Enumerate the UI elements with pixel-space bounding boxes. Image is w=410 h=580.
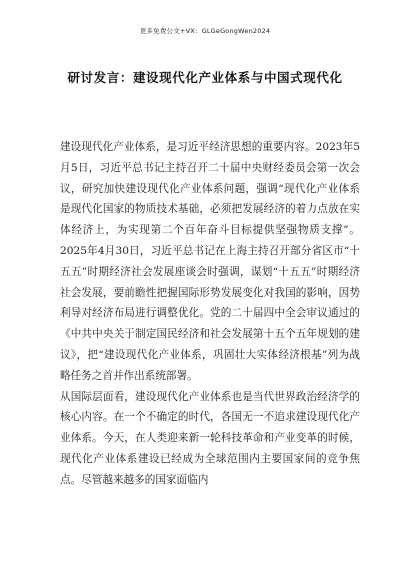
body-paragraph: 建设现代化产业体系，是习近平经济思想的重要内容。2023年5月5日，习近平总书记主持召开二十届中央财经委员会第一次会议，研究加快建设现代化产业体系问题，强调“现代化产业体系是现代化国家的物质技术基础，必须把发展经济的着力点放在实体经济上，为实现第二个百年奋斗目标提供坚强物质支撑”。2025年4月30日，习近平总书记在上海主持召开部分省区市“十五五”时期经济社会发展座谈会时强调，谋划“十五五”时期经济社会发展，要前瞻性把握国际形势发展变化对我国的影响，因势利导对经济布局进行调整优化。党的二十届四中全会审议通过的《中共中央关于制定国民经济和社会发展第十五个五年规划的建议》，把“建设现代化产业体系，巩固壮大实体经济根基”列为战略任务之首并作出系统部署。 bbox=[60, 141, 360, 382]
header-promo-note: 更多免费公文+VX：GLGeGongWen2024 bbox=[139, 27, 271, 35]
document-body bbox=[60, 137, 360, 491]
body-paragraph: 从国际层面看，建设现代化产业体系也是当代世界政治经济学的核心内容。在一个不确定的时代，各国无一不追求建设现代化产业体系。今天，在人类迎来新一轮科技革命和产业变革的时候，现代化产业体系建设已经成为全球范围内主要国家间的竞争焦点。尽管越来越多的国家面临内 bbox=[60, 390, 360, 486]
document-title: 研讨发言：建设现代化产业体系与中国式现代化 bbox=[67, 70, 343, 85]
